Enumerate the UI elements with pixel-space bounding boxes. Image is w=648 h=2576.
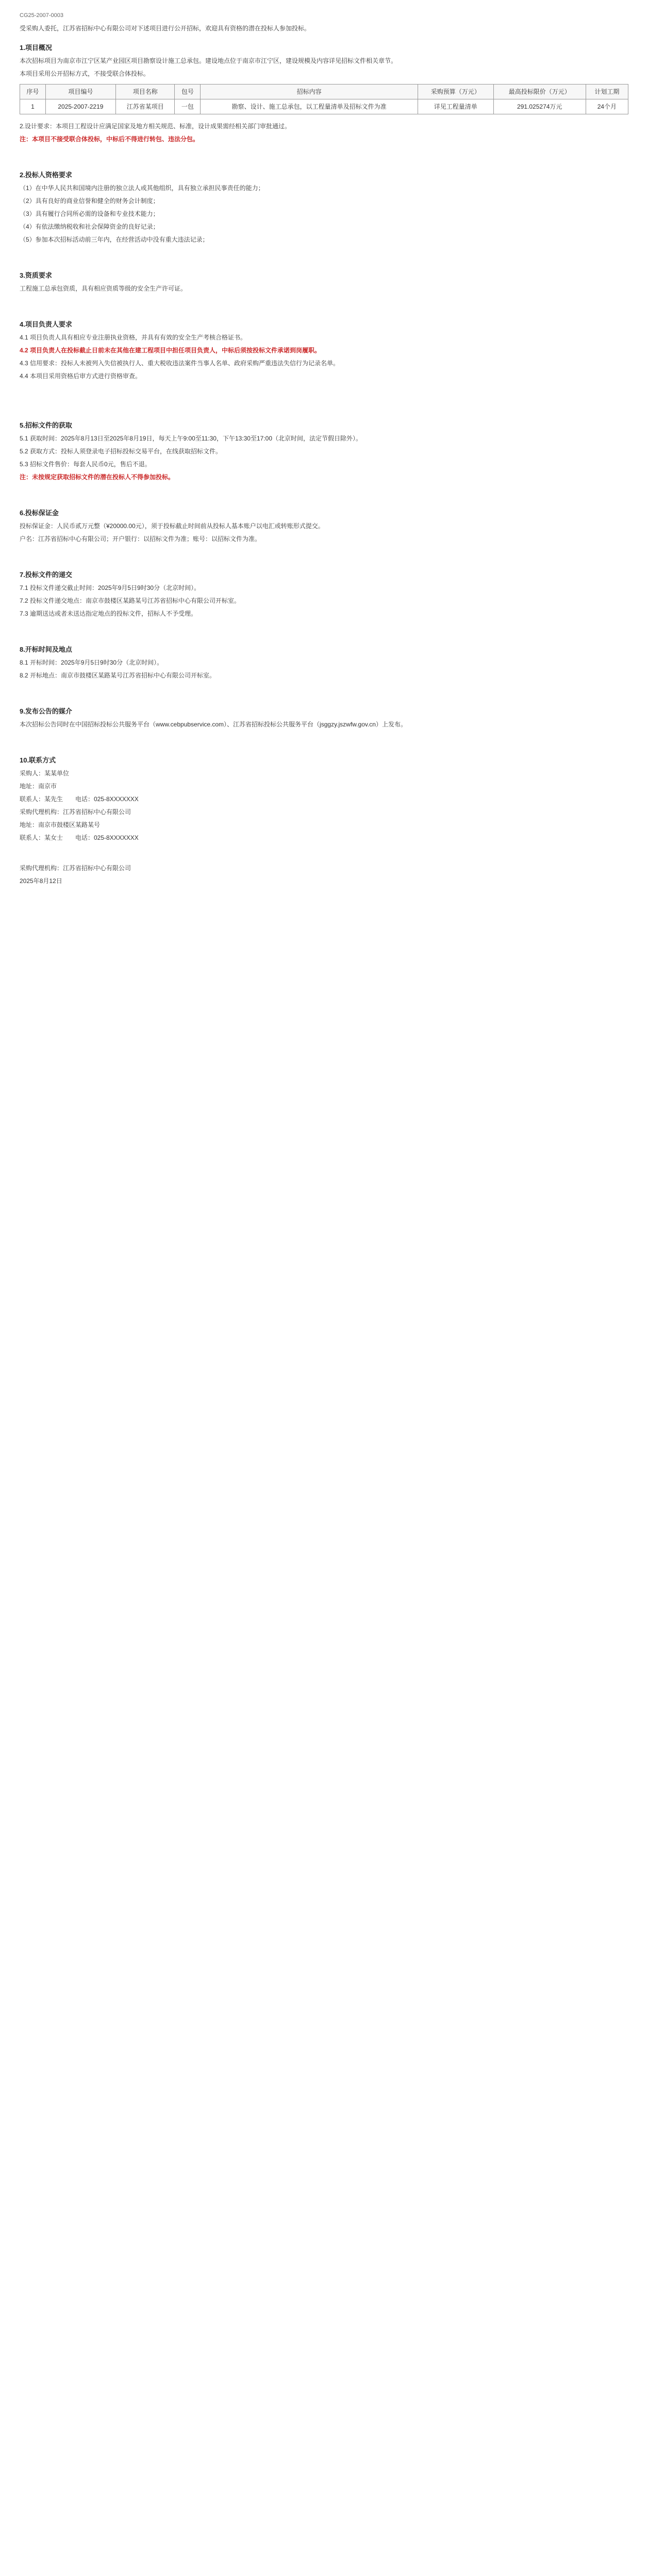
contact-purchaser: 采购人：某某单位 [20, 770, 70, 777]
contact-agent: 采购代理机构：江苏省招标中心有限公司 [20, 808, 131, 816]
contact-agent-person: 联系人：某女士 电话：025-8XXXXXXX [20, 834, 139, 841]
project-code: CG25-2007-0003 [20, 12, 64, 19]
section-2-paragraph-2: （2）具有良好的商业信誉和健全的财务会计制度； [20, 197, 159, 205]
project-table-header-row [20, 84, 628, 99]
section-2-paragraph-4: （4）有依法缴纳税收和社会保障资金的良好记录； [20, 223, 159, 230]
section-5-red-note: 注：未按规定获取招标文件的潜在投标人不得参加投标。 [20, 473, 175, 481]
table-cell: 详见工程量清单 [418, 99, 493, 114]
section-9-paragraph-1: 本次招标公告同时在中国招标投标公共服务平台（www.cebpubservice.com）、江苏省招标投标公共服务平台（jsggzy.jszwfw.gov.cn）上发布。 [20, 721, 407, 728]
signature-block [20, 863, 628, 886]
section-1-red-note: 注：本项目不接受联合体投标，中标后不得进行转包、违法分包。 [20, 135, 200, 143]
section-8-paragraph-1: 8.1 开标时间：2025年9月5日9时30分（北京时间）。 [20, 659, 163, 666]
table-cell: 勘察、设计、施工总承包，以工程量清单及招标文件为准 [201, 99, 418, 114]
section-9-title: 9.发布公告的媒介 [20, 707, 72, 715]
table-cell: 291.025274万元 [493, 99, 586, 114]
section-6-paragraph-1: 投标保证金：人民币贰万元整（¥20000.00元），须于投标截止时间前从投标人基本账户以电汇或转账形式提交。 [20, 522, 324, 530]
section-7-paragraph-1: 7.1 投标文件递交截止时间：2025年9月5日9时30分（北京时间）。 [20, 584, 201, 591]
table-cell: 江苏省某项目 [115, 99, 174, 114]
section-2-paragraph-1: （1）在中华人民共和国境内注册的独立法人或其他组织，具有独立承担民事责任的能力； [20, 184, 264, 192]
section-6-paragraph-2: 户名：江苏省招标中心有限公司；开户银行：以招标文件为准；账号：以招标文件为准。 [20, 535, 261, 543]
section-4-paragraph-2: 4.3 信用要求：投标人未被列入失信被执行人、重大税收违法案件当事人名单、政府采购严重违法失信行为记录名单。 [20, 360, 340, 367]
section-6-title: 6.投标保证金 [20, 509, 59, 517]
section-7-paragraph-2: 7.2 投标文件递交地点：南京市鼓楼区某路某号江苏省招标中心有限公司开标室。 [20, 597, 241, 604]
intro-paragraph: 受采购人委托，江苏省招标中心有限公司对下述项目进行公开招标，欢迎具有资格的潜在投标人参加投标。 [20, 25, 311, 32]
table-header-cell: 项目名称 [115, 84, 174, 99]
section-2-paragraph-5: （5）参加本次招标活动前三年内，在经营活动中没有重大违法记录； [20, 236, 209, 243]
table-cell: 24个月 [586, 99, 628, 114]
footer-agent: 采购代理机构：江苏省招标中心有限公司 [20, 865, 131, 872]
section-2-paragraph-3: （3）具有履行合同所必需的设备和专业技术能力； [20, 210, 159, 217]
section-5-paragraph-1: 5.1 获取时间：2025年8月13日至2025年8月19日，每天上午9:00至11:30，下午13:30至17:00（北京时间，法定节假日除外）。 [20, 435, 362, 442]
table-header-cell: 采购预算（万元） [418, 84, 493, 99]
section-3-title: 3.资质要求 [20, 272, 52, 279]
table-cell: 2025-2007-2219 [45, 99, 115, 114]
table-header-cell: 项目编号 [45, 84, 115, 99]
table-header-cell: 计划工期 [586, 84, 628, 99]
section-1-paragraph-1: 本次招标项目为南京市江宁区某产业园区项目勘察设计施工总承包。建设地点位于南京市江宁区，建设规模及内容详见招标文件相关章节。 [20, 57, 397, 64]
section-1-paragraph-3: 2.设计要求：本项目工程设计应满足国家及地方相关规范、标准，设计成果需经相关部门审批通过。 [20, 123, 291, 130]
table-header-cell: 序号 [20, 84, 46, 99]
table-cell: 一包 [175, 99, 201, 114]
section-4-red-note: 4.2 项目负责人在投标截止日前未在其他在建工程项目中担任项目负责人，中标后须按投标文件承诺到岗履职。 [20, 347, 321, 354]
section-5-paragraph-3: 5.3 招标文件售价：每套人民币0元，售后不退。 [20, 461, 151, 468]
table-cell: 1 [20, 99, 46, 114]
section-4-paragraph-1: 4.1 项目负责人具有相应专业注册执业资格，并具有有效的安全生产考核合格证书。 [20, 334, 247, 341]
footer-date: 2025年8月12日 [20, 877, 62, 885]
section-2-title: 2.投标人资格要求 [20, 171, 72, 179]
section-8-title: 8.开标时间及地点 [20, 646, 72, 653]
section-10-title: 10.联系方式 [20, 756, 56, 764]
section-1-paragraph-2: 本项目采用公开招标方式，不接受联合体投标。 [20, 70, 150, 77]
section-5-paragraph-2: 5.2 获取方式：投标人须登录电子招标投标交易平台，在线获取招标文件。 [20, 448, 222, 455]
contact-purchaser-person: 联系人：某先生 电话：025-8XXXXXXX [20, 795, 139, 803]
section-1-title: 1.项目概况 [20, 44, 52, 52]
table-header-cell: 最高投标限价（万元） [493, 84, 586, 99]
contact-purchaser-address: 地址：南京市 [20, 783, 57, 790]
section-8-paragraph-2: 8.2 开标地点：南京市鼓楼区某路某号江苏省招标中心有限公司开标室。 [20, 672, 216, 679]
section-5-title: 5.招标文件的获取 [20, 421, 72, 429]
table-header-cell: 招标内容 [201, 84, 418, 99]
table-header-cell: 包号 [175, 84, 201, 99]
section-7-paragraph-3: 7.3 逾期送达或者未送达指定地点的投标文件，招标人不予受理。 [20, 610, 197, 617]
table-row [20, 99, 628, 114]
section-4-paragraph-3: 4.4 本项目采用资格后审方式进行资格审查。 [20, 372, 142, 380]
section-4-title: 4.项目负责人要求 [20, 320, 72, 328]
section-7-title: 7.投标文件的递交 [20, 571, 72, 579]
contact-agent-address: 地址：南京市鼓楼区某路某号 [20, 821, 101, 828]
section-3-paragraph-1: 工程施工总承包资质，具有相应资质等级的安全生产许可证。 [20, 285, 187, 292]
project-table [20, 84, 628, 114]
